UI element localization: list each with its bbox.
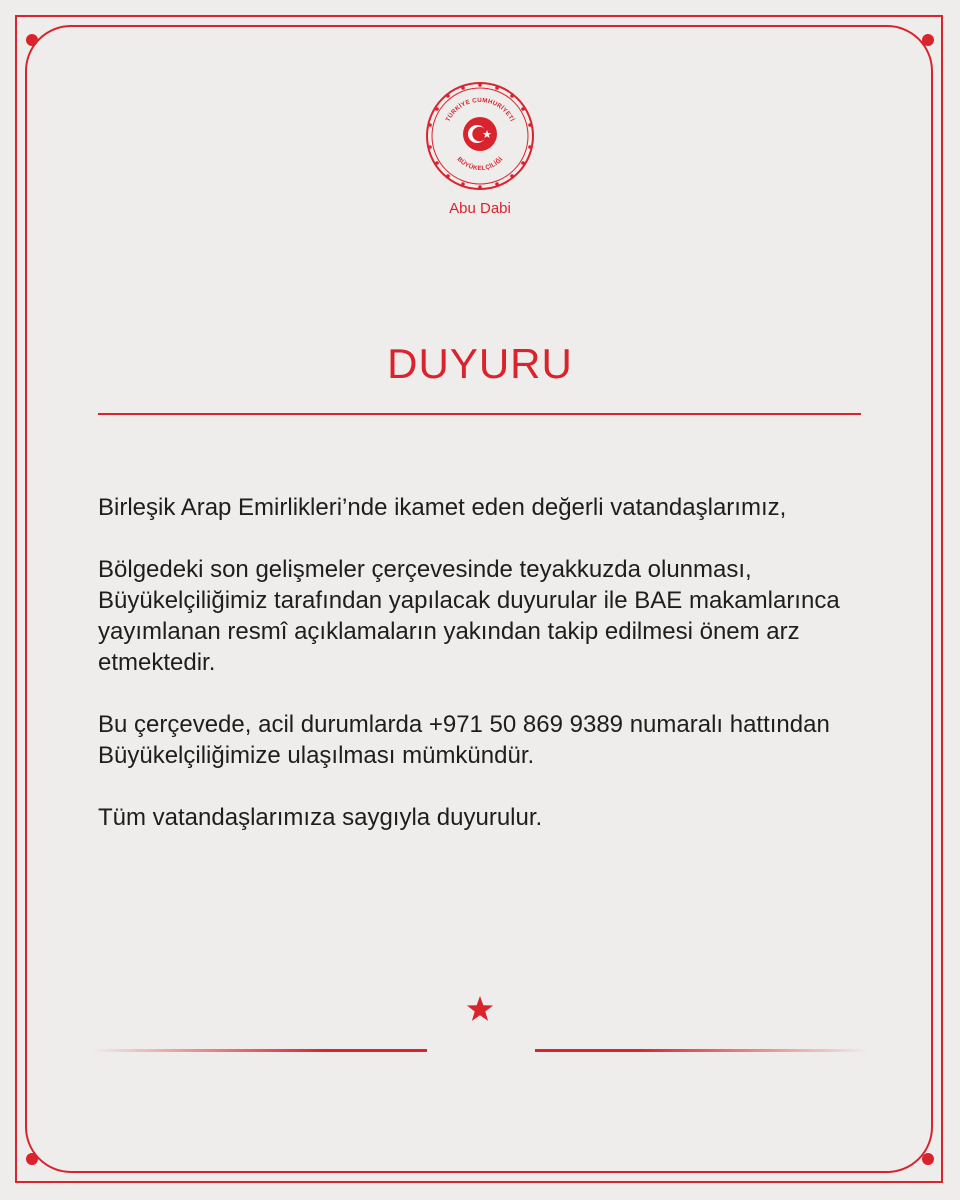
paragraph-closing: Tüm vatandaşlarımıza saygıyla duyurulur. — [98, 804, 543, 831]
paragraph-main: Bölgedeki son gelişmeler çerçevesinde teyakkuzda olunması, Büyükelçiliğimiz tarafından yapılacak duyurular ile BAE makamlarınca yayımlanan resmî açıklamaların yakından takip edilmesi önem arz etmektedir. — [98, 556, 840, 676]
paragraph-greeting: Birleşik Arap Emirlikleri’nde ikamet eden değerli vatandaşlarımız, — [98, 494, 787, 521]
page-title: DUYURU — [387, 340, 573, 387]
corner-dot-top-left — [26, 34, 38, 46]
announcement-body — [98, 492, 878, 864]
embassy-seal-icon — [424, 80, 536, 192]
footer-divider-left — [90, 1049, 427, 1052]
seal-ring-text-top: TÜRKİYE CUMHURİYETİ — [444, 96, 516, 123]
corner-dot-top-right — [922, 34, 934, 46]
city-label: Abu Dabi — [449, 200, 511, 217]
svg-text:BÜYÜKELÇİLİĞİ — [456, 156, 505, 172]
paragraph-contact: Bu çerçevede, acil durumlarda +971 50 869 9389 numaralı hattından Büyükelçiliğimize ulaşılması mümkündür. — [98, 711, 830, 769]
title-divider — [98, 413, 861, 415]
crescent-star-icon — [444, 996, 516, 1072]
corner-dot-bottom-left — [26, 1153, 38, 1165]
footer-divider-right — [535, 1049, 870, 1052]
seal-ring-text-bottom: BÜYÜKELÇİLİĞİ — [455, 155, 505, 173]
corner-dot-bottom-right — [922, 1153, 934, 1165]
